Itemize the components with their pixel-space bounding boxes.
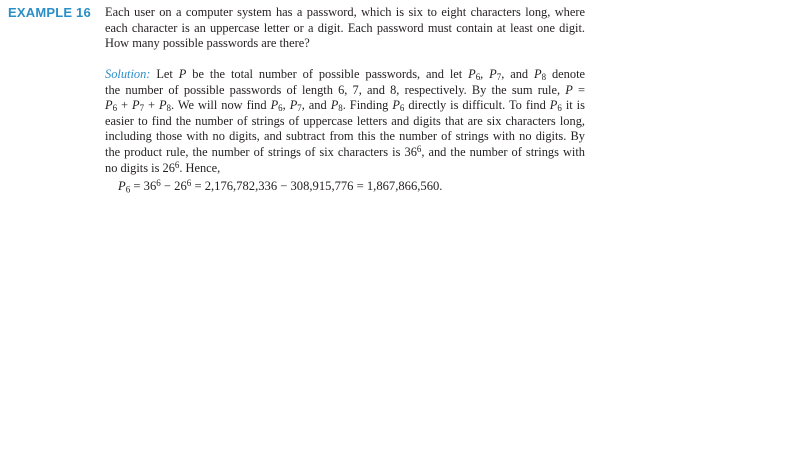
solution-text: , and the number of strings with — [421, 144, 585, 159]
var-p7: $P_7$ — [131, 98, 145, 114]
equation-result: = 2,176,782,336 − 308,915,776 = 1,867,866,560. — [191, 179, 443, 193]
equation-base: 36 — [143, 179, 157, 193]
solution-text: directly is difficult. To find — [408, 98, 546, 113]
equation — [118, 178, 442, 194]
problem-line: each character is an uppercase letter or a digit. Each password must contain at least one digit. — [105, 20, 585, 35]
solution-line: Solution: Let P be the total number of possible passwords, and let $P_6$, $P_7$, and $P_8$ denote — [105, 67, 586, 83]
var-p8: $P_8$ — [330, 98, 343, 114]
solution-line: easier to find the number of strings of uppercase letters and digits that are six characters long, — [105, 113, 585, 128]
solution-text: no digits is — [105, 160, 160, 175]
var-p6: $P_6$ — [105, 98, 118, 114]
var-p6: $P_6$ — [549, 98, 562, 114]
solution-text: denote — [551, 67, 586, 81]
var-p: P — [178, 67, 187, 81]
var-p6: $P_6$ — [392, 98, 405, 114]
var-p6: $P_6$ — [270, 98, 283, 114]
solution-text: , and — [501, 67, 529, 81]
solution-paragraph — [105, 67, 585, 176]
equation-exponent: 6 — [186, 177, 192, 188]
var-p: P — [565, 82, 573, 97]
solution-label: Solution: — [105, 67, 151, 81]
solution-text: the product rule, the number of strings of six characters is — [105, 144, 401, 159]
equation-equals: = — [130, 179, 144, 193]
solution-text: be the total number of possible passwords, and let — [192, 67, 463, 81]
solution-line: $P_6 + P_7 + P_8$. We will now find $P_6$, $P_7$, and $P_8$. Finding $P_6$ directly is difficult. To find $P_6$ it is — [105, 98, 585, 114]
problem-line: Each user on a computer system has a password, which is six to eight characters long, where — [105, 5, 585, 19]
var-p6: $P_6$ — [468, 67, 481, 83]
problem-line: How many possible passwords are there? — [105, 36, 310, 51]
solution-text: . Finding — [342, 98, 389, 113]
solution-line: the number of possible passwords of length 6, 7, and 8, respectively. By the sum rule, P = — [105, 82, 585, 97]
solution-text: , and — [301, 98, 327, 113]
solution-text: Let — [156, 67, 173, 81]
var-p7: $P_7$ — [489, 67, 502, 83]
equation-lhs: P — [118, 179, 126, 193]
solution-text: . We will now find — [171, 98, 267, 113]
equation-exponent: 6 — [156, 177, 161, 188]
problem-statement — [105, 5, 585, 52]
equation-minus: − — [160, 179, 175, 193]
power-36-6: $36^6$ — [404, 143, 422, 159]
solution-line — [105, 161, 585, 177]
solution-text: the number of possible passwords of length 6, 7, and 8, respectively. By the sum rule, — [105, 82, 561, 97]
solution-text: . Hence, — [179, 160, 221, 175]
solution-line: including those with no digits, and subtract from this the number of strings with no digits. By — [105, 129, 585, 144]
equation-lhs-sub: 6 — [125, 184, 131, 195]
solution-line — [105, 145, 585, 161]
power-26-6: $26^6$ — [162, 159, 180, 175]
var-p7: $P_7$ — [289, 98, 302, 114]
example-label: EXAMPLE 16 — [8, 5, 91, 20]
var-p8: $P_8$ — [534, 67, 547, 83]
equation-base: 26 — [174, 179, 187, 193]
solution-text: it is — [565, 98, 585, 113]
var-p8: $P_8$ — [158, 98, 171, 114]
